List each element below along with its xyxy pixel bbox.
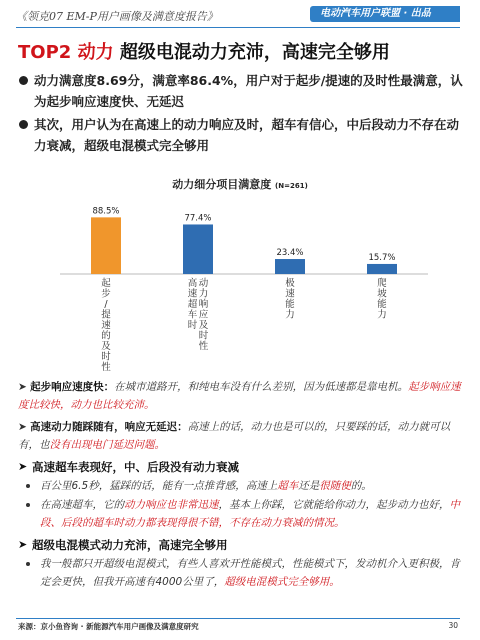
arrow-icon: ➤ — [18, 421, 27, 433]
bar-value-label: 77.4% — [184, 213, 212, 224]
bar-1 — [91, 217, 121, 274]
quote-sub-item — [18, 477, 470, 495]
quote-block-highway — [18, 418, 470, 454]
quote-block-highway-text — [18, 418, 470, 454]
finding-item — [18, 70, 468, 112]
quote-head: 高速动力随踩随有，响应无延迟： — [30, 421, 188, 433]
bullet-dot-icon — [19, 120, 28, 129]
finding-text: 动力满意度8.69分，满意率86.4%，用户对于起步/提速的及时性最满意，认为起步响应速度快、无延迟 — [34, 73, 463, 109]
quote-sub-item — [18, 555, 470, 591]
bar-2 — [183, 224, 213, 274]
quote-text: 还是 — [298, 480, 320, 492]
quote-highlight: 超车 — [277, 480, 299, 492]
quote-head: 起步响应速度快： — [30, 381, 115, 393]
quote-head-hybrid-mode — [18, 536, 470, 554]
source-note: 来源：京小鱼咨询 · 新能源汽车用户画像及满意度研究 — [18, 622, 199, 631]
quote-block-start — [18, 378, 470, 414]
quote-sub-item — [18, 496, 470, 532]
page-title-prefix: TOP2 动力 — [18, 42, 114, 63]
category-tick-label: 动力响应及时性 — [198, 278, 209, 352]
finding-item — [18, 114, 468, 156]
chart-title — [0, 176, 480, 192]
category-tick-label: 极速能力 — [285, 278, 295, 321]
category-tick-label: 起步/提速的及时性 — [101, 278, 111, 373]
quote-head-overtake — [18, 458, 470, 476]
quote-block-start-text — [18, 378, 470, 414]
header-divider — [16, 27, 460, 28]
quote-highlight: 动力响应也非常迅速 — [124, 499, 219, 511]
quote-highlight: 起步响应速度比较快，动力也比较充沛。 — [18, 381, 461, 411]
quote-text: 在高速超车，它的 — [40, 499, 124, 511]
bar-4 — [367, 264, 397, 274]
user-quotes — [18, 374, 470, 591]
page-title-rest: 超级电混动力充沛，高速完全够用 — [113, 42, 390, 63]
arrow-icon: ➤ — [18, 460, 28, 473]
page-title — [18, 38, 390, 64]
bullet-dot-icon — [26, 562, 30, 566]
brand-banner: 电动汽车用户联盟 · 出品 — [310, 6, 460, 22]
category-tick-label: 高速超车时 — [187, 278, 198, 331]
quote-highlight: 中段、后段的超车时动力都表现得很不错，不存在动力衰减的情况。 — [40, 499, 460, 529]
chart-title-text: 动力细分项目满意度 — [172, 178, 272, 191]
quote-highlight: 很随便 — [319, 480, 351, 492]
quote-head-text: 超级电混模式动力充沛，高速完全够用 — [32, 538, 228, 552]
bullet-dot-icon — [26, 503, 30, 507]
arrow-icon: ➤ — [18, 538, 28, 551]
page-number: 30 — [448, 621, 458, 630]
bar-value-label: 88.5% — [92, 206, 120, 217]
quote-text: 在城市道路开，和纯电车没有什么差别，因为低速都是靠电机。 — [114, 381, 409, 393]
page-header — [0, 0, 480, 30]
chart-sample-note: (N=261) — [275, 182, 308, 190]
report-title: 《领克07 EM-P用户画像及满意度报告》 — [16, 10, 218, 23]
bullet-dot-icon — [26, 484, 30, 488]
bar-3 — [275, 259, 305, 274]
quote-text: 我一般都只开超级电混模式，有些人喜欢开性能模式，性能模式下，发动机介入更积极，肯定会更快，但我开高速有4000公里了， — [40, 558, 460, 588]
quote-text: 百公里6.5秒，猛踩的话，能有一点推背感，高速上 — [40, 480, 278, 492]
quote-text: 高速上的话，动力也是可以的，只要踩的话，动力就可以有，也 — [18, 421, 451, 451]
footer-divider — [16, 618, 460, 619]
quote-highlight: 超级电混模式完全够用。 — [224, 576, 340, 588]
satisfaction-bar-chart — [60, 192, 440, 373]
quote-block-hybrid-mode — [18, 536, 470, 591]
quote-highlight: 没有出现电门延迟问题。 — [49, 439, 165, 451]
quote-text: 的。 — [350, 480, 372, 492]
quote-head-text: 高速超车表现好，中、后段没有动力衰减 — [32, 460, 239, 474]
quote-block-overtake — [18, 458, 470, 532]
category-tick-label: 爬坡能力 — [377, 278, 387, 321]
bar-value-label: 15.7% — [368, 252, 396, 263]
finding-text: 其次，用户认为在高速上的动力响应及时，超车有信心，中后段动力不存在动力衰减，超级电混模式完全够用 — [34, 117, 460, 153]
quote-text: ，基本上你踩，它就能给你动力，起步动力也好， — [218, 499, 450, 511]
arrow-icon: ➤ — [18, 381, 27, 393]
bar-value-label: 23.4% — [276, 248, 304, 259]
key-findings — [18, 70, 468, 158]
bullet-dot-icon — [19, 76, 28, 85]
